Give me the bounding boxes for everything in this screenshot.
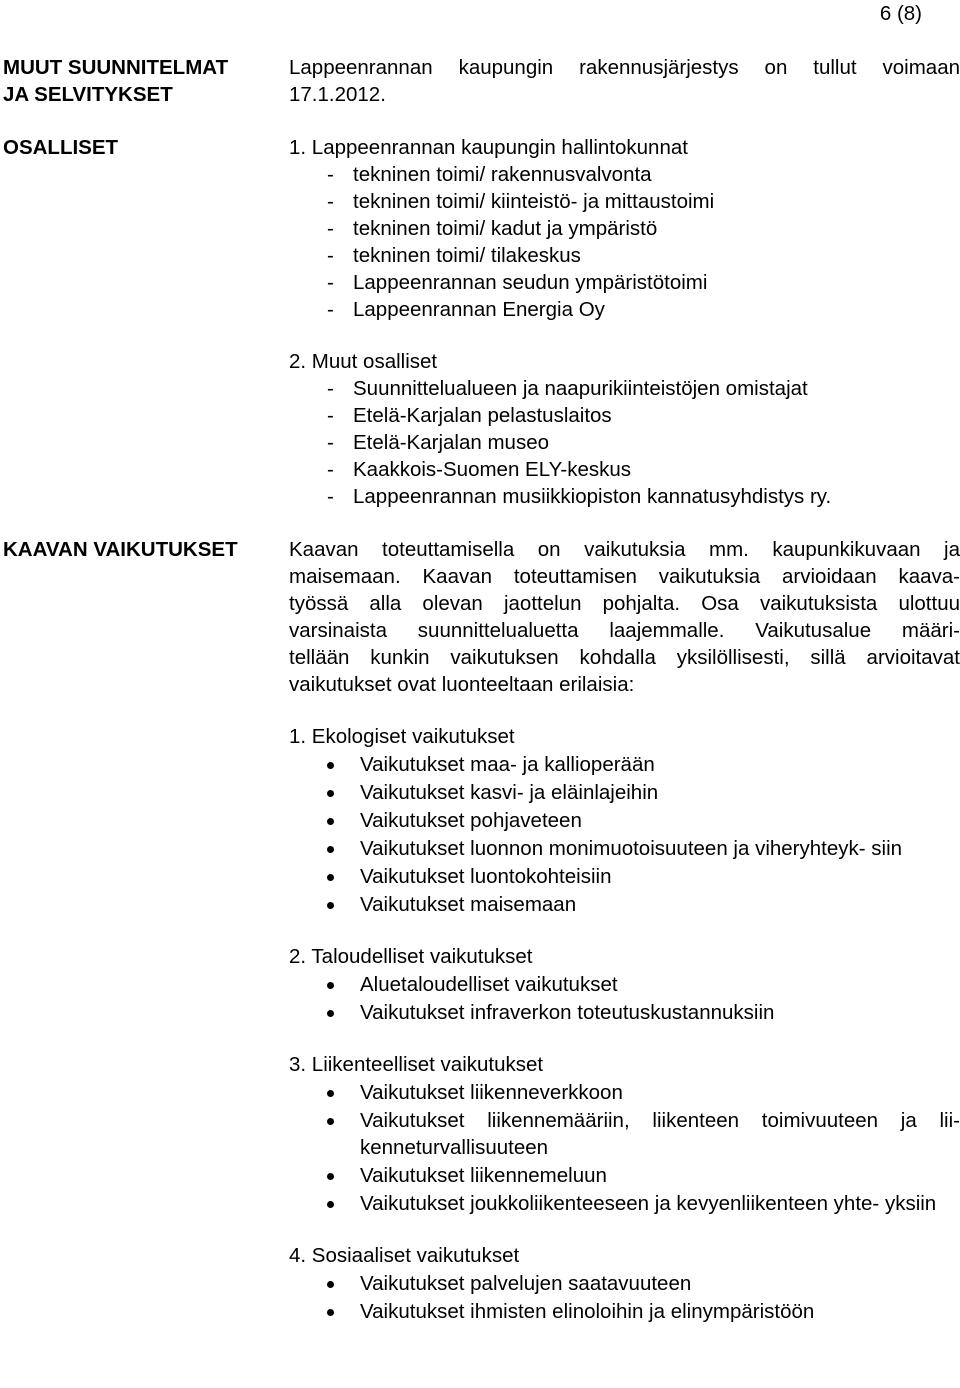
section-body-muut bbox=[289, 54, 960, 108]
dash-marker: - bbox=[327, 485, 334, 508]
list-item bbox=[289, 1190, 960, 1217]
impact-group-title: 1. Ekologiset vaikutukset bbox=[289, 725, 515, 748]
section-heading-osalliset: OSALLISET bbox=[3, 136, 119, 159]
bullet-icon bbox=[327, 982, 334, 989]
paragraph-line: vaikutukset ovat luonteeltaan erilaisia: bbox=[289, 673, 635, 696]
dash-list bbox=[289, 161, 960, 323]
heading-line: JA SELVITYKSET bbox=[3, 83, 173, 106]
paragraph-line bbox=[289, 54, 960, 81]
list-item-text: Lappeenrannan seudun ympäristötoimi bbox=[353, 271, 708, 294]
list-item bbox=[289, 429, 960, 456]
section-heading-vaikutukset: KAAVAN VAIKUTUKSET bbox=[3, 538, 238, 561]
bullet-icon bbox=[327, 1118, 334, 1125]
page-number: 6 (8) bbox=[879, 2, 922, 25]
intro-paragraph bbox=[289, 536, 960, 698]
bullet-icon bbox=[327, 1281, 334, 1288]
dash-marker: - bbox=[327, 404, 334, 427]
section-heading-muut bbox=[3, 54, 285, 108]
list-item bbox=[289, 1107, 960, 1161]
list-item-text: tekninen toimi/ kadut ja ympäristö bbox=[353, 217, 658, 240]
dash-marker: - bbox=[327, 217, 334, 240]
list-item-text: tekninen toimi/ rakennusvalvonta bbox=[353, 163, 652, 186]
list-item bbox=[289, 863, 960, 890]
section-body-vaikutukset bbox=[289, 536, 960, 1350]
impact-group-title: 2. Taloudelliset vaikutukset bbox=[289, 945, 533, 968]
list-item-text: Vaikutukset luontokohteisiin bbox=[360, 865, 612, 888]
list-title: 1. Lappeenrannan kaupungin hallintokunnat bbox=[289, 136, 688, 159]
list-item bbox=[289, 402, 960, 429]
bullet-list bbox=[289, 971, 960, 1026]
list-item-text: Vaikutukset joukkoliikenteeseen ja kevyenliikenteen yhte- yksiin bbox=[360, 1192, 937, 1215]
list-item-text: tekninen toimi/ tilakeskus bbox=[353, 244, 581, 267]
list-item bbox=[289, 269, 960, 296]
dash-marker: - bbox=[327, 244, 334, 267]
list-item bbox=[289, 835, 960, 862]
bullet-icon bbox=[327, 874, 334, 881]
list-item-text: Etelä-Karjalan pelastuslaitos bbox=[353, 404, 612, 427]
list-item bbox=[289, 242, 960, 269]
bullet-icon bbox=[327, 846, 334, 853]
list-item bbox=[289, 779, 960, 806]
list-item-text: Vaikutukset liikennemeluun bbox=[360, 1164, 607, 1187]
list-item-text: Vaikutukset maisemaan bbox=[360, 893, 577, 916]
bullet-icon bbox=[327, 1201, 334, 1208]
list-item bbox=[289, 375, 960, 402]
paragraph-line: työssä alla olevan jaottelun pohjalta. Osa vaikutuksista ulottuu bbox=[289, 592, 960, 615]
bullet-icon bbox=[327, 790, 334, 797]
list-item-text: Suunnittelualueen ja naapurikiinteistöjen omistajat bbox=[353, 377, 808, 400]
list-item bbox=[289, 807, 960, 834]
paragraph-line: maisemaan. Kaavan toteuttamisen vaikutuksia arvioidaan kaava- bbox=[289, 565, 960, 588]
list-item-text: tekninen toimi/ kiinteistö- ja mittaustoimi bbox=[353, 190, 715, 213]
dash-list bbox=[289, 375, 960, 510]
list-item-text: Lappeenrannan musiikkiopiston kannatusyhdistys ry. bbox=[353, 485, 832, 508]
osalliset-group-1 bbox=[289, 134, 960, 323]
list-item-text: Lappeenrannan Energia Oy bbox=[353, 298, 605, 321]
list-item bbox=[289, 483, 960, 510]
heading-line: MUUT SUUNNITELMAT bbox=[3, 56, 229, 79]
list-item-text: Vaikutukset infraverkon toteutuskustannuksiin bbox=[360, 1001, 775, 1024]
osalliset-group-2 bbox=[289, 348, 960, 510]
impact-group bbox=[289, 723, 960, 918]
impact-group bbox=[289, 943, 960, 1026]
dash-marker: - bbox=[327, 298, 334, 321]
bullet-icon bbox=[327, 1173, 334, 1180]
list-item bbox=[289, 161, 960, 188]
list-item-text: Vaikutukset maa- ja kallioperään bbox=[360, 753, 655, 776]
bullet-list bbox=[289, 1270, 960, 1325]
list-item-text: Etelä-Karjalan museo bbox=[353, 431, 549, 454]
dash-marker: - bbox=[327, 377, 334, 400]
list-item-text: Kaakkois-Suomen ELY-keskus bbox=[353, 458, 632, 481]
list-title: 2. Muut osalliset bbox=[289, 350, 438, 373]
list-item-text: Vaikutukset liikennemääriin, liikenteen toimivuuteen ja lii- kenneturvallisuuteen bbox=[360, 1109, 960, 1159]
impact-group-title: 4. Sosiaaliset vaikutukset bbox=[289, 1244, 520, 1267]
paragraph-line: 17.1.2012. bbox=[289, 83, 386, 106]
bullet-list bbox=[289, 1079, 960, 1217]
section-body-osalliset bbox=[289, 134, 960, 535]
list-item bbox=[289, 751, 960, 778]
list-item bbox=[289, 971, 960, 998]
bullet-icon bbox=[327, 818, 334, 825]
impact-groups bbox=[289, 723, 960, 1325]
bullet-list bbox=[289, 751, 960, 918]
list-item-text: Vaikutukset liikenneverkkoon bbox=[360, 1081, 623, 1104]
bullet-icon bbox=[327, 902, 334, 909]
text-line: Lappeenrannan kaupungin rakennusjärjestys on tullut voimaan bbox=[289, 56, 960, 79]
list-item bbox=[289, 188, 960, 215]
list-item bbox=[289, 215, 960, 242]
list-item bbox=[289, 999, 960, 1026]
list-item-text: Vaikutukset luonnon monimuotoisuuteen ja viheryhteyk- siin bbox=[360, 837, 903, 860]
dash-marker: - bbox=[327, 190, 334, 213]
list-item bbox=[289, 1079, 960, 1106]
impact-group bbox=[289, 1242, 960, 1325]
paragraph-line: varsinaista suunnittelualuetta laajemmalle. Vaikutusalue määri- bbox=[289, 619, 960, 642]
list-item bbox=[289, 456, 960, 483]
dash-marker: - bbox=[327, 271, 334, 294]
list-item bbox=[289, 891, 960, 918]
list-item bbox=[289, 296, 960, 323]
list-item-text: Vaikutukset ihmisten elinoloihin ja elinympäristöön bbox=[360, 1300, 815, 1323]
bullet-icon bbox=[327, 1010, 334, 1017]
dash-marker: - bbox=[327, 431, 334, 454]
bullet-icon bbox=[327, 1090, 334, 1097]
paragraph-line: Kaavan toteuttamisella on vaikutuksia mm. kaupunkikuvaan ja bbox=[289, 538, 960, 561]
list-item-text: Vaikutukset palvelujen saatavuuteen bbox=[360, 1272, 692, 1295]
dash-marker: - bbox=[327, 163, 334, 186]
list-item bbox=[289, 1298, 960, 1325]
dash-marker: - bbox=[327, 458, 334, 481]
list-item-text: Vaikutukset kasvi- ja eläinlajeihin bbox=[360, 781, 659, 804]
list-item-text: Vaikutukset pohjaveteen bbox=[360, 809, 582, 832]
impact-group bbox=[289, 1051, 960, 1217]
impact-group-title: 3. Liikenteelliset vaikutukset bbox=[289, 1053, 544, 1076]
bullet-icon bbox=[327, 1309, 334, 1316]
list-item-text: Aluetaloudelliset vaikutukset bbox=[360, 973, 618, 996]
paragraph-line: tellään kunkin vaikutuksen kohdalla yksilöllisesti, sillä arvioitavat bbox=[289, 646, 960, 669]
list-item bbox=[289, 1270, 960, 1297]
list-item bbox=[289, 1162, 960, 1189]
bullet-icon bbox=[327, 762, 334, 769]
